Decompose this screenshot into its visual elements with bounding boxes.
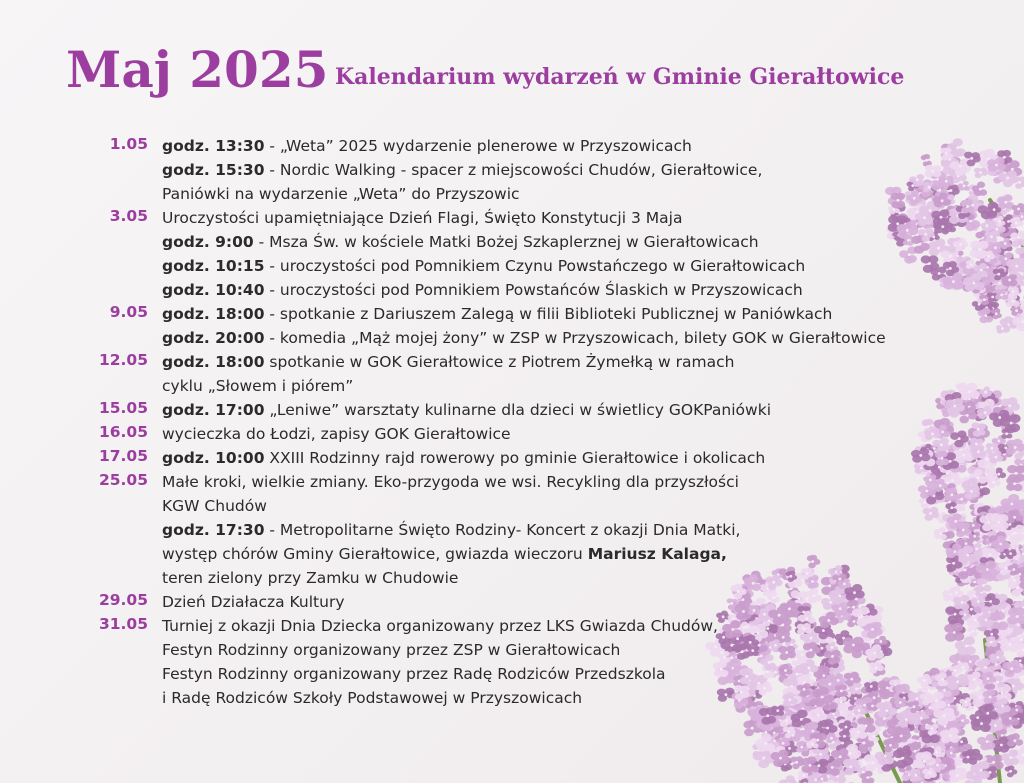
- event-description: cyklu „Słowem i piórem”: [162, 377, 354, 395]
- event-line: [0, 566, 1024, 590]
- event-line: [0, 542, 1024, 566]
- event-line: [0, 662, 1024, 686]
- event-text: [162, 590, 345, 614]
- event-text: [162, 326, 886, 350]
- event-line: [0, 182, 1024, 206]
- event-text: [162, 158, 762, 182]
- event-time: godz. 10:40: [162, 281, 265, 299]
- event-description: Festyn Rodzinny organizowany przez ZSP w Gierałtowicach: [162, 641, 621, 659]
- event-line: [0, 398, 1024, 422]
- event-time: godz. 9:00: [162, 233, 254, 251]
- event-text: [162, 278, 803, 302]
- event-highlight: Mariusz Kalaga,: [587, 545, 727, 563]
- event-line: [0, 230, 1024, 254]
- event-time: godz. 15:30: [162, 161, 265, 179]
- event-line: [0, 590, 1024, 614]
- event-line: [0, 518, 1024, 542]
- event-text: [162, 134, 692, 158]
- lilac-blossom-icon: [779, 775, 798, 783]
- event-text: [162, 374, 353, 398]
- event-description: i Radę Rodziców Szkoły Podstawowej w Przyszowicach: [162, 689, 583, 707]
- event-time: godz. 18:00: [162, 353, 265, 371]
- event-description: Małe kroki, wielkie zmiany. Eko-przygoda we wsi. Recykling dla przyszłości: [162, 473, 739, 491]
- event-line: [0, 614, 1024, 638]
- lilac-blossom-icon: [1005, 765, 1018, 777]
- event-description: Turniej z okazji Dnia Dziecka organizowany przez LKS Gwiazda Chudów,: [162, 617, 718, 635]
- event-text: [162, 422, 511, 446]
- event-date: 29.05: [98, 591, 148, 609]
- event-time: godz. 10:15: [162, 257, 265, 275]
- event-description: „Leniwe” warsztaty kulinarne dla dzieci w świetlicy GOKPaniówki: [264, 401, 771, 419]
- event-line: [0, 686, 1024, 710]
- event-text: [162, 470, 739, 494]
- event-time: godz. 18:00: [162, 305, 265, 323]
- event-date: 3.05: [109, 207, 148, 225]
- event-time: godz. 17:30: [162, 521, 265, 539]
- event-description: - Metropolitarne Święto Rodziny- Koncert z okazji Dnia Matki,: [264, 521, 741, 539]
- event-date: 15.05: [98, 399, 148, 417]
- event-date: 31.05: [98, 615, 148, 633]
- event-line: [0, 638, 1024, 662]
- event-time: godz. 10:00: [162, 449, 265, 467]
- event-text: [162, 230, 759, 254]
- event-description: - uroczystości pod Pomnikiem Powstańców Ślaskich w Przyszowicach: [264, 281, 803, 299]
- event-line: [0, 470, 1024, 494]
- event-text: [162, 206, 682, 230]
- event-line: [0, 326, 1024, 350]
- event-date: 25.05: [98, 471, 148, 489]
- event-text: [162, 350, 734, 374]
- event-line: [0, 494, 1024, 518]
- event-date: 16.05: [98, 423, 148, 441]
- event-text: [162, 302, 832, 326]
- event-time: godz. 13:30: [162, 137, 265, 155]
- event-description: spotkanie w GOK Gierałtowice z Piotrem Żymełką w ramach: [264, 353, 735, 371]
- event-line: [0, 278, 1024, 302]
- event-line: [0, 446, 1024, 470]
- event-time: godz. 20:00: [162, 329, 265, 347]
- event-description: KGW Chudów: [162, 497, 267, 515]
- event-date: 1.05: [109, 135, 148, 153]
- page-subtitle: Kalendarium wydarzeń w Gminie Gierałtowice: [335, 64, 905, 90]
- event-line: [0, 134, 1024, 158]
- event-description: - komedia „Mąż mojej żony” w ZSP w Przyszowicach, bilety GOK w Gierałtowice: [264, 329, 886, 347]
- event-text: [162, 446, 765, 470]
- event-description: - uroczystości pod Pomnikiem Czynu Powstańczego w Gierałtowicach: [264, 257, 806, 275]
- event-text: [162, 542, 727, 566]
- event-description: XXIII Rodzinny rajd rowerowy po gminie Gierałtowice i okolicach: [264, 449, 766, 467]
- event-description: - spotkanie z Dariuszem Zalegą w filii Biblioteki Publicznej w Paniówkach: [264, 305, 833, 323]
- event-text: [162, 398, 771, 422]
- event-line: [0, 206, 1024, 230]
- event-line: [0, 254, 1024, 278]
- event-text: [162, 254, 805, 278]
- event-time: godz. 17:00: [162, 401, 265, 419]
- event-description: Festyn Rodzinny organizowany przez Radę Rodziców Przedszkola: [162, 665, 666, 683]
- event-line: [0, 350, 1024, 374]
- event-description: Uroczystości upamiętniające Dzień Flagi, Święto Konstytucji 3 Maja: [162, 209, 683, 227]
- event-text: [162, 638, 620, 662]
- event-line: [0, 422, 1024, 446]
- event-line: [0, 158, 1024, 182]
- event-description: - „Weta” 2025 wydarzenie plenerowe w Przyszowicach: [264, 137, 692, 155]
- event-description: Dzień Działacza Kultury: [162, 593, 345, 611]
- event-date: 9.05: [109, 303, 148, 321]
- event-description: teren zielony przy Zamku w Chudowie: [162, 569, 459, 587]
- page-title: Maj 2025: [66, 40, 329, 99]
- event-description: Paniówki na wydarzenie „Weta” do Przyszowic: [162, 185, 520, 203]
- event-date: 17.05: [98, 447, 148, 465]
- event-text: [162, 614, 718, 638]
- event-text: [162, 686, 582, 710]
- event-line: [0, 302, 1024, 326]
- event-text: [162, 566, 458, 590]
- event-description: - Msza Św. w kościele Matki Bożej Szkaplerznej w Gierałtowicach: [253, 233, 759, 251]
- event-description: - Nordic Walking - spacer z miejscowości Chudów, Gierałtowice,: [264, 161, 763, 179]
- event-date: 12.05: [98, 351, 148, 369]
- event-text: [162, 518, 740, 542]
- event-description: występ chórów Gminy Gierałtowice, gwiazda wieczoru: [162, 545, 588, 563]
- event-text: [162, 662, 666, 686]
- event-description: wycieczka do Łodzi, zapisy GOK Gierałtowice: [162, 425, 511, 443]
- event-line: [0, 374, 1024, 398]
- event-text: [162, 182, 520, 206]
- event-text: [162, 494, 267, 518]
